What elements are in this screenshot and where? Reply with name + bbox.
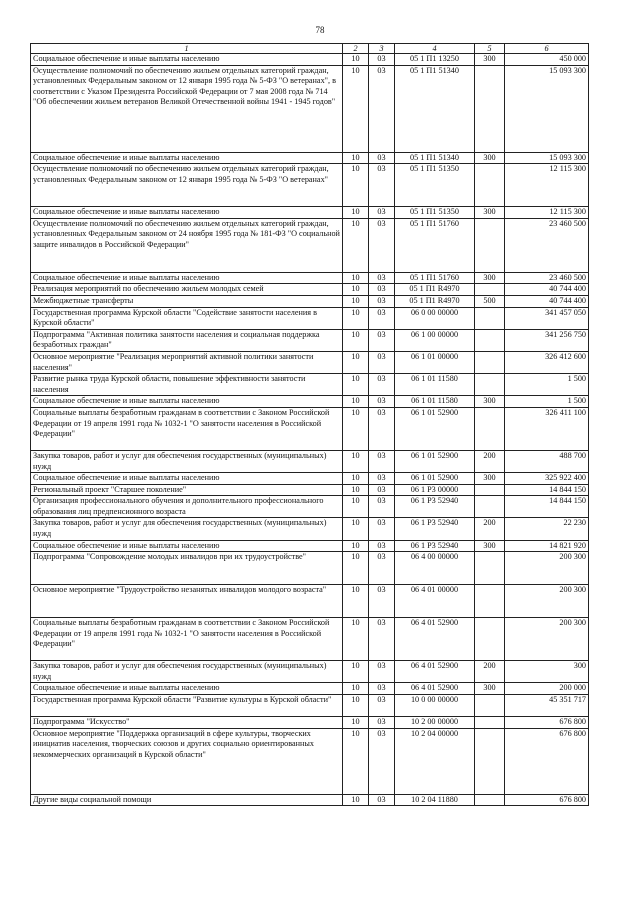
row-podrazdel: 03 — [369, 351, 395, 373]
column-number-sum: 6 — [505, 44, 589, 54]
row-razdel: 10 — [343, 152, 369, 164]
table-row — [31, 374, 589, 396]
row-expense-type — [475, 496, 505, 518]
row-podrazdel: 03 — [369, 661, 395, 683]
table-row — [31, 473, 589, 485]
column-number-expense-type: 5 — [475, 44, 505, 54]
row-name: Социальное обеспечение и иные выплаты населению — [31, 396, 343, 408]
row-target-article: 06 1 01 52900 — [395, 407, 475, 450]
row-target-article: 10 0 00 00000 — [395, 695, 475, 717]
row-razdel: 10 — [343, 218, 369, 272]
row-sum: 1 500 — [505, 374, 589, 396]
row-target-article: 06 1 01 52900 — [395, 473, 475, 485]
table-row — [31, 695, 589, 717]
table-row — [31, 728, 589, 794]
row-target-article: 06 1 P3 00000 — [395, 484, 475, 496]
row-sum: 12 115 300 — [505, 207, 589, 219]
row-expense-type: 300 — [475, 473, 505, 485]
row-name: Осуществление полномочий по обеспечению жильем отдельных категорий граждан, установленных Федеральным законом от 12 января 1995 года № 5-ФЗ "О ветеранах" — [31, 164, 343, 207]
row-target-article: 05 1 П1 51760 — [395, 218, 475, 272]
row-sum: 326 411 100 — [505, 407, 589, 450]
row-podrazdel: 03 — [369, 407, 395, 450]
row-target-article: 10 2 04 00000 — [395, 728, 475, 794]
row-sum: 1 500 — [505, 396, 589, 408]
row-name: Подпрограмма "Сопровождение молодых инвалидов при их трудоустройстве" — [31, 552, 343, 585]
row-razdel: 10 — [343, 794, 369, 806]
row-expense-type — [475, 794, 505, 806]
row-target-article: 05 1 П1 51350 — [395, 207, 475, 219]
row-sum: 40 744 400 — [505, 284, 589, 296]
row-sum: 676 800 — [505, 717, 589, 729]
row-target-article: 05 1 П1 51760 — [395, 272, 475, 284]
row-razdel: 10 — [343, 407, 369, 450]
row-razdel: 10 — [343, 728, 369, 794]
row-razdel: 10 — [343, 540, 369, 552]
table-row — [31, 484, 589, 496]
row-name: Закупка товаров, работ и услуг для обеспечения государственных (муниципальных) нужд — [31, 518, 343, 540]
row-podrazdel: 03 — [369, 65, 395, 152]
row-target-article: 06 4 01 52900 — [395, 618, 475, 661]
row-name: Социальное обеспечение и иные выплаты населению — [31, 152, 343, 164]
row-name: Социальное обеспечение и иные выплаты населению — [31, 207, 343, 219]
table-row — [31, 683, 589, 695]
row-expense-type — [475, 307, 505, 329]
row-sum: 15 093 300 — [505, 152, 589, 164]
row-name: Осуществление полномочий по обеспечению жильем отдельных категорий граждан, установленных Федеральным законом от 12 января 1995 года № 5-ФЗ "О ветеранах", в соответствии с Указом Президента Российской Федерации от 7 мая 2008 года № 714 "Об обеспечении жильем ветеранов Великой Отечественной войны 1941 - 1945 годов" — [31, 65, 343, 152]
row-name: Социальное обеспечение и иные выплаты населению — [31, 272, 343, 284]
row-sum: 326 412 600 — [505, 351, 589, 373]
row-name: Основное мероприятие "Поддержка организаций в сфере культуры, творческих инициатив населения, творческих союзов и других социально ориентированных некоммерческих организаций в Курской области" — [31, 728, 343, 794]
row-razdel: 10 — [343, 396, 369, 408]
table-row — [31, 661, 589, 683]
row-name: Закупка товаров, работ и услуг для обеспечения государственных (муниципальных) нужд — [31, 450, 343, 472]
row-sum: 300 — [505, 661, 589, 683]
row-expense-type: 300 — [475, 207, 505, 219]
row-sum: 676 800 — [505, 794, 589, 806]
row-razdel: 10 — [343, 683, 369, 695]
table-row — [31, 284, 589, 296]
row-expense-type — [475, 717, 505, 729]
row-expense-type — [475, 218, 505, 272]
row-podrazdel: 03 — [369, 496, 395, 518]
row-target-article: 06 1 01 52900 — [395, 450, 475, 472]
row-razdel: 10 — [343, 164, 369, 207]
row-sum: 676 800 — [505, 728, 589, 794]
row-target-article: 06 4 01 52900 — [395, 683, 475, 695]
row-expense-type: 300 — [475, 54, 505, 66]
row-podrazdel: 03 — [369, 473, 395, 485]
row-podrazdel: 03 — [369, 374, 395, 396]
table-row — [31, 351, 589, 373]
table-row — [31, 794, 589, 806]
row-razdel: 10 — [343, 284, 369, 296]
row-name: Основное мероприятие "Реализация мероприятий активной политики занятости населения" — [31, 351, 343, 373]
row-podrazdel: 03 — [369, 54, 395, 66]
table-row — [31, 618, 589, 661]
row-expense-type: 200 — [475, 518, 505, 540]
row-target-article: 06 0 00 00000 — [395, 307, 475, 329]
row-expense-type — [475, 164, 505, 207]
row-razdel: 10 — [343, 272, 369, 284]
row-expense-type — [475, 407, 505, 450]
row-target-article: 05 1 П1 51350 — [395, 164, 475, 207]
row-target-article: 06 1 P3 52940 — [395, 518, 475, 540]
table-row — [31, 396, 589, 408]
row-podrazdel: 03 — [369, 152, 395, 164]
column-number-razdel: 2 — [343, 44, 369, 54]
row-razdel: 10 — [343, 351, 369, 373]
row-podrazdel: 03 — [369, 396, 395, 408]
row-name: Социальные выплаты безработным гражданам в соответствии с Законом Российской Федерации от 19 апреля 1991 года № 1032-1 "О занятости населения в Российской Федерации" — [31, 618, 343, 661]
row-razdel: 10 — [343, 473, 369, 485]
row-name: Основное мероприятие "Трудоустройство незанятых инвалидов молодого возраста" — [31, 585, 343, 618]
row-razdel: 10 — [343, 695, 369, 717]
row-razdel: 10 — [343, 450, 369, 472]
table-row — [31, 54, 589, 66]
row-expense-type — [475, 484, 505, 496]
table-row — [31, 329, 589, 351]
table-row — [31, 585, 589, 618]
row-podrazdel: 03 — [369, 683, 395, 695]
row-name: Социальное обеспечение и иные выплаты населению — [31, 540, 343, 552]
table-row — [31, 407, 589, 450]
row-target-article: 05 1 П1 R4970 — [395, 284, 475, 296]
row-sum: 22 230 — [505, 518, 589, 540]
row-name: Подпрограмма "Искусство" — [31, 717, 343, 729]
table-row — [31, 496, 589, 518]
row-name: Социальное обеспечение и иные выплаты населению — [31, 54, 343, 66]
row-expense-type — [475, 585, 505, 618]
row-target-article: 06 1 P3 52940 — [395, 540, 475, 552]
row-razdel: 10 — [343, 518, 369, 540]
row-sum: 200 000 — [505, 683, 589, 695]
row-podrazdel: 03 — [369, 272, 395, 284]
row-sum: 14 821 920 — [505, 540, 589, 552]
row-sum: 341 256 750 — [505, 329, 589, 351]
row-expense-type — [475, 552, 505, 585]
row-expense-type — [475, 618, 505, 661]
table-row — [31, 717, 589, 729]
row-razdel: 10 — [343, 496, 369, 518]
row-expense-type — [475, 284, 505, 296]
table-row — [31, 518, 589, 540]
row-name: Развитие рынка труда Курской области, повышение эффективности занятости населения — [31, 374, 343, 396]
row-target-article: 05 1 П1 51340 — [395, 152, 475, 164]
row-expense-type: 200 — [475, 450, 505, 472]
row-razdel: 10 — [343, 207, 369, 219]
table-row — [31, 164, 589, 207]
table-row — [31, 272, 589, 284]
column-number-target-article: 4 — [395, 44, 475, 54]
row-sum: 200 300 — [505, 585, 589, 618]
row-sum: 40 744 400 — [505, 295, 589, 307]
row-podrazdel: 03 — [369, 695, 395, 717]
row-name: Государственная программа Курской области "Содействие занятости населения в Курской области" — [31, 307, 343, 329]
row-podrazdel: 03 — [369, 207, 395, 219]
row-target-article: 06 4 00 00000 — [395, 552, 475, 585]
row-podrazdel: 03 — [369, 794, 395, 806]
row-razdel: 10 — [343, 585, 369, 618]
row-name: Социальные выплаты безработным гражданам в соответствии с Законом Российской Федерации от 19 апреля 1991 года № 1032-1 "О занятости населения в Российской Федерации" — [31, 407, 343, 450]
row-expense-type: 500 — [475, 295, 505, 307]
row-expense-type — [475, 374, 505, 396]
row-sum: 200 300 — [505, 552, 589, 585]
row-podrazdel: 03 — [369, 484, 395, 496]
row-sum: 200 300 — [505, 618, 589, 661]
row-sum: 450 000 — [505, 54, 589, 66]
table-row — [31, 307, 589, 329]
row-podrazdel: 03 — [369, 164, 395, 207]
table-row — [31, 295, 589, 307]
table-row — [31, 540, 589, 552]
row-name: Реализация мероприятий по обеспечению жильем молодых семей — [31, 284, 343, 296]
row-sum: 23 460 500 — [505, 272, 589, 284]
row-sum: 14 844 150 — [505, 496, 589, 518]
row-razdel: 10 — [343, 484, 369, 496]
row-target-article: 06 1 01 00000 — [395, 351, 475, 373]
column-number-row — [31, 44, 589, 54]
table-row — [31, 207, 589, 219]
row-expense-type: 300 — [475, 272, 505, 284]
column-number-podrazdel: 3 — [369, 44, 395, 54]
row-razdel: 10 — [343, 717, 369, 729]
row-name: Государственная программа Курской области "Развитие культуры в Курской области" — [31, 695, 343, 717]
row-expense-type: 300 — [475, 396, 505, 408]
row-name: Социальное обеспечение и иные выплаты населению — [31, 473, 343, 485]
row-razdel: 10 — [343, 65, 369, 152]
row-target-article: 06 1 00 00000 — [395, 329, 475, 351]
row-razdel: 10 — [343, 295, 369, 307]
row-expense-type: 200 — [475, 661, 505, 683]
row-target-article: 10 2 04 11880 — [395, 794, 475, 806]
row-name: Осуществление полномочий по обеспечению жильем отдельных категорий граждан, установленных Федеральным законом от 24 ноября 1995 года № 181-ФЗ "О социальной защите инвалидов в Российской Федерации" — [31, 218, 343, 272]
row-expense-type: 300 — [475, 540, 505, 552]
row-sum: 325 922 400 — [505, 473, 589, 485]
column-number-name: 1 — [31, 44, 343, 54]
row-expense-type — [475, 695, 505, 717]
row-podrazdel: 03 — [369, 728, 395, 794]
row-razdel: 10 — [343, 329, 369, 351]
row-razdel: 10 — [343, 618, 369, 661]
row-name: Организация профессионального обучения и дополнительного профессионального образования лиц предпенсионного возраста — [31, 496, 343, 518]
row-target-article: 05 1 П1 51340 — [395, 65, 475, 152]
row-name: Межбюджетные трансферты — [31, 295, 343, 307]
row-target-article: 06 1 01 11580 — [395, 396, 475, 408]
table-row — [31, 218, 589, 272]
table-row — [31, 152, 589, 164]
row-razdel: 10 — [343, 307, 369, 329]
row-target-article: 10 2 00 00000 — [395, 717, 475, 729]
row-sum: 23 460 500 — [505, 218, 589, 272]
row-podrazdel: 03 — [369, 329, 395, 351]
row-podrazdel: 03 — [369, 540, 395, 552]
table-row — [31, 450, 589, 472]
row-podrazdel: 03 — [369, 585, 395, 618]
row-name: Закупка товаров, работ и услуг для обеспечения государственных (муниципальных) нужд — [31, 661, 343, 683]
row-expense-type — [475, 65, 505, 152]
row-sum: 341 457 050 — [505, 307, 589, 329]
row-name: Другие виды социальной помощи — [31, 794, 343, 806]
table-row — [31, 65, 589, 152]
row-sum: 14 844 150 — [505, 484, 589, 496]
row-razdel: 10 — [343, 661, 369, 683]
row-sum: 15 093 300 — [505, 65, 589, 152]
row-target-article: 06 4 01 52900 — [395, 661, 475, 683]
row-expense-type: 300 — [475, 152, 505, 164]
row-podrazdel: 03 — [369, 552, 395, 585]
row-expense-type: 300 — [475, 683, 505, 695]
row-podrazdel: 03 — [369, 717, 395, 729]
row-target-article: 05 1 П1 R4970 — [395, 295, 475, 307]
row-name: Социальное обеспечение и иные выплаты населению — [31, 683, 343, 695]
row-expense-type — [475, 728, 505, 794]
page-number: 78 — [315, 25, 325, 35]
row-razdel: 10 — [343, 54, 369, 66]
row-target-article: 06 1 P3 52940 — [395, 496, 475, 518]
row-podrazdel: 03 — [369, 295, 395, 307]
row-podrazdel: 03 — [369, 218, 395, 272]
row-podrazdel: 03 — [369, 284, 395, 296]
row-sum: 488 700 — [505, 450, 589, 472]
row-razdel: 10 — [343, 552, 369, 585]
row-target-article: 06 4 01 00000 — [395, 585, 475, 618]
budget-table — [30, 43, 589, 806]
table-row — [31, 552, 589, 585]
row-sum: 12 115 300 — [505, 164, 589, 207]
row-sum: 45 351 717 — [505, 695, 589, 717]
row-expense-type — [475, 351, 505, 373]
row-target-article: 06 1 01 11580 — [395, 374, 475, 396]
row-podrazdel: 03 — [369, 518, 395, 540]
row-podrazdel: 03 — [369, 618, 395, 661]
row-expense-type — [475, 329, 505, 351]
row-target-article: 05 1 П1 13250 — [395, 54, 475, 66]
row-podrazdel: 03 — [369, 450, 395, 472]
row-razdel: 10 — [343, 374, 369, 396]
row-name: Подпрограмма "Активная политика занятости населения и социальная поддержка безработных граждан" — [31, 329, 343, 351]
row-name: Региональный проект "Старшее поколение" — [31, 484, 343, 496]
row-podrazdel: 03 — [369, 307, 395, 329]
